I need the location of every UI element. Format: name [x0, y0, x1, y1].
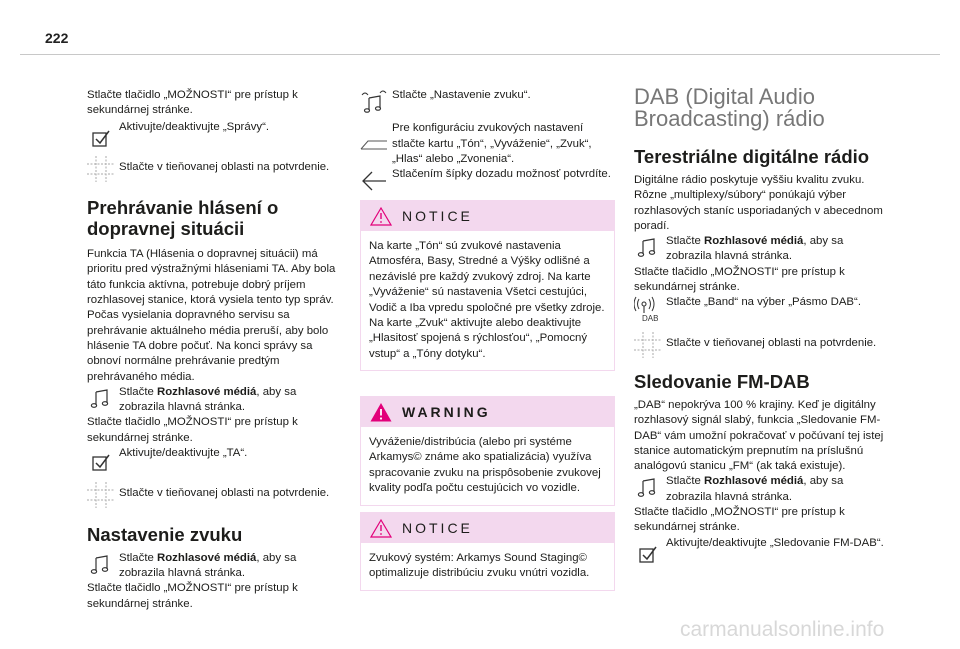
step-toggle-ta — [87, 446, 342, 475]
step-text: Pre konfiguráciu zvukových nastavení stlačte kartu „Tón“, „Vyváženie“, „Zvuk“, „Hlas“ alebo „Zvonenia“. — [392, 122, 592, 165]
step-text: Stlačte v tieňovanej oblasti na potvrdenie. — [119, 160, 330, 173]
step-text: Aktivujte/deaktivujte „Správy“. — [119, 120, 270, 133]
notice-body: Zvukový systém: Arkamys Sound Staging© optimalizuje distribúciu zvuku vnútri vozidla. — [360, 543, 615, 591]
section-heading-fm-dab: Sledovanie FM-DAB — [634, 370, 810, 392]
notice-header — [360, 200, 615, 231]
shaded-area-icon — [87, 482, 115, 508]
fm-dab-description: „DAB“ nepokrýva 100 % krajiny. Keď je digitálny rozhlasový signál slabý, funkcia „Sledovanie FM-DAB“ vám umožní pokračovať v počúvaní tej istej stanice automatickým prepnutím na príslušnú analógovú stanicu „FM“ (ak taká existuje). — [634, 398, 884, 473]
step-radio-media-2: Stlačte Rozhlasové médiá, aby sa zobrazila hlavná stránka. — [87, 551, 342, 582]
warning-header — [360, 396, 615, 427]
step-band — [634, 295, 889, 324]
music-note-icon — [634, 235, 662, 261]
section-heading-ta: Prehrávanie hlásení o dopravnej situácii — [87, 197, 279, 240]
checkbox-icon — [87, 126, 115, 152]
column-1 — [87, 88, 342, 612]
back-arrow-icon — [360, 168, 388, 194]
step-text: Stlačte v tieňovanej oblasti na potvrdenie. — [666, 336, 877, 349]
step-toggle-messages — [87, 120, 342, 149]
column-3 — [634, 86, 889, 551]
checkbox-icon — [634, 542, 662, 568]
step-text: Stlačením šípky dozadu možnosť potvrdíte. — [392, 168, 611, 181]
warning-body: Vyváženie/distribúcia (alebo pri systéme Arkamys© známe ako spatializácia) využíva spracovanie zvuku na prispôsobenie zvukovej kvality podľa počtu cestujúcich vo vozidle. — [360, 427, 615, 506]
section-heading-terrestrial: Terestriálne digitálne rádio — [634, 146, 870, 167]
column-2 — [360, 88, 615, 182]
step-confirm-3 — [634, 331, 889, 359]
notice-title: NOTICE — [402, 519, 473, 536]
header-divider — [20, 54, 940, 55]
step-text: Aktivujte/deaktivujte „TA“. — [119, 447, 248, 460]
step-confirm-2 — [87, 481, 342, 509]
step-toggle-fm-dab — [634, 536, 889, 551]
options-instruction: Stlačte tlačidlo „MOŽNOSTI“ pre prístup k sekundárnej stránke. — [87, 89, 298, 117]
shaded-area-icon — [87, 156, 115, 182]
watermark: carmanualsonline.info — [680, 618, 885, 641]
step-confirm-1 — [87, 155, 342, 183]
notice-box-1 — [360, 200, 615, 371]
step-text: Stlačte „Nastavenie zvuku“. — [392, 89, 531, 101]
step-text: Aktivujte/deaktivujte „Sledovanie FM-DAB“. — [666, 536, 884, 549]
step-sound-settings — [360, 88, 615, 117]
svg-text:DAB: DAB — [642, 314, 659, 323]
sound-settings-icon — [360, 89, 388, 115]
warning-box — [360, 396, 615, 506]
music-note-icon — [87, 386, 115, 412]
step-text: Stlačte „Band“ na výber „Pásmo DAB“. — [666, 296, 861, 309]
checkbox-icon — [87, 450, 115, 476]
music-note-icon — [634, 475, 662, 501]
notice-box-2 — [360, 512, 615, 591]
step-text: Stlačte v tieňovanej oblasti na potvrdenie. — [119, 487, 330, 500]
step-radio-media-4: Stlačte Rozhlasové médiá, aby sa zobrazila hlavná stránka. — [634, 474, 889, 505]
step-back — [360, 167, 615, 182]
warning-title: WARNING — [402, 403, 491, 420]
music-note-icon — [87, 552, 115, 578]
step-radio-media-3: Stlačte Rozhlasové médiá, aby sa zobrazila hlavná stránka. — [634, 234, 889, 265]
shaded-area-icon — [634, 332, 662, 358]
options-instruction-4: Stlačte tlačidlo „MOŽNOSTI“ pre prístup k sekundárnej stránke. — [634, 265, 845, 294]
terrestrial-description: Digitálne rádio poskytuje vyššiu kvalitu zvuku. Rôzne „multiplexy/súbory“ ponúkajú výber rozhlasových staníc usporiadaných v abecednom poradí. — [634, 174, 883, 232]
dab-band-icon — [634, 296, 662, 322]
notice-body: Na karte „Tón“ sú zvukové nastavenia Atmosféra, Basy, Stredné a Výšky odlišné a nezávislé pre každý zvukový zdroj. Na karte „Vyváženie“ sú nastavenia Všetci cestujúci, Vodič a Iba vpredu spoločné pre všetky zdroje. Na karte „Zvuk“ aktivujte alebo deaktivujte „Hlasitosť spojená s rýchlosťou“, „Pomocný vstup“ a „Tóny dotyku“. — [360, 231, 615, 371]
page-number: 222 — [45, 30, 69, 46]
warning-icon — [370, 402, 392, 422]
step-tabs — [360, 121, 615, 167]
notice-icon — [370, 206, 392, 226]
ta-description: Funkcia TA (Hlásenia o dopravnej situácii) má prioritu pred výstražnými hláseniami TA. Aby bola táto funkcia aktívna, potrebuje dobrý príjem rozhlasovej stanice, ktorá vysiela tento typ správ. Počas vysielania dopravného servisu sa prehrávanie aktuálneho média preruší, aby bolo hlásenie TA dobre počuť. Na konci správy sa obnoví normálne prehrávanie predtým prehrávaného média. — [87, 248, 336, 383]
dab-title: DAB (Digital Audio Broadcasting) rádio — [634, 84, 825, 131]
notice-title: NOTICE — [402, 207, 473, 224]
notice-header — [360, 512, 615, 543]
options-instruction-5: Stlačte tlačidlo „MOŽNOSTI“ pre prístup k sekundárnej stránke. — [634, 506, 845, 534]
step-radio-media-1: Stlačte Rozhlasové médiá, aby sa zobrazila hlavná stránka. — [87, 385, 342, 416]
section-heading-sound: Nastavenie zvuku — [87, 523, 243, 545]
options-instruction-2: Stlačte tlačidlo „MOŽNOSTI“ pre prístup k sekundárnej stránke. — [87, 416, 298, 444]
tab-icon — [360, 129, 388, 155]
notice-icon — [370, 518, 392, 538]
options-instruction-3: Stlačte tlačidlo „MOŽNOSTI“ pre prístup k sekundárnej stránke. — [87, 582, 298, 610]
